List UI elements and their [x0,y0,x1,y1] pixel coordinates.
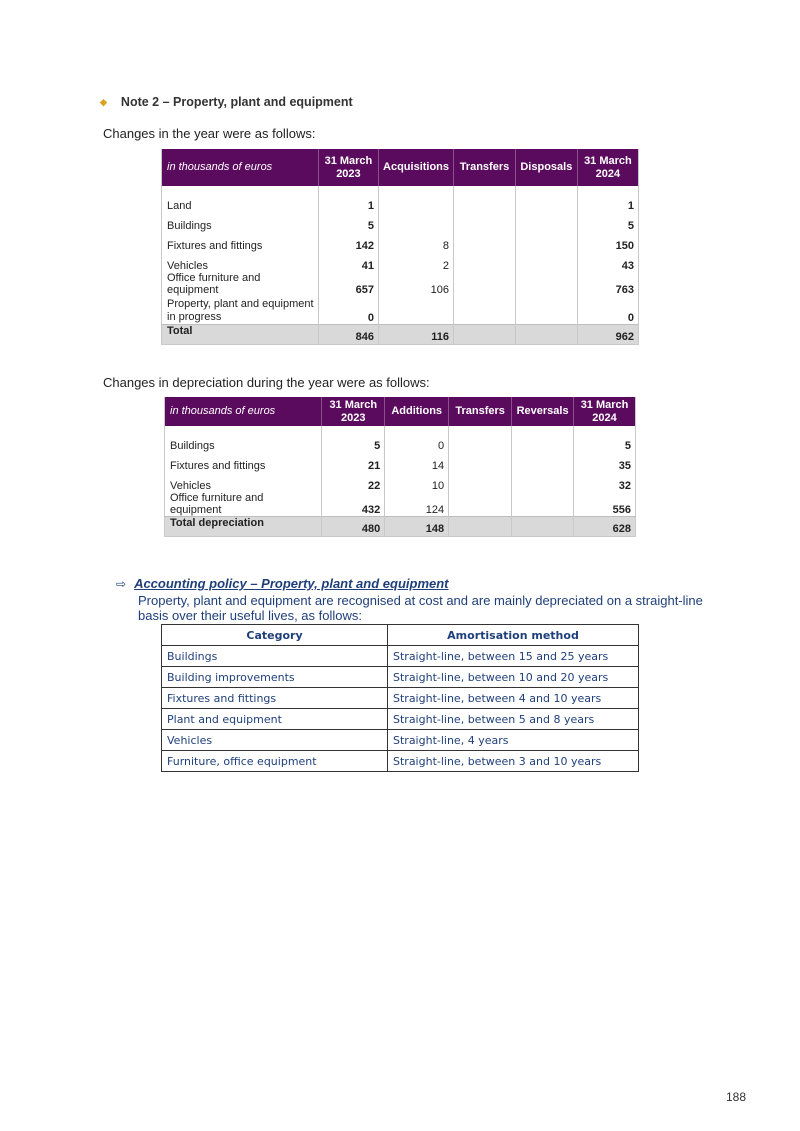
category-cell: Furniture, office equipment [162,751,388,772]
cell-reversals [512,452,574,472]
row-label: Buildings [162,212,319,232]
table-row [162,212,639,232]
row-label: Office furniture and equipment [162,272,319,296]
total-additions: 148 [385,517,449,537]
changes-table [161,149,639,345]
cell-opening: 657 [318,272,378,296]
cell-additions: 0 [385,432,449,452]
cell-transfers [454,296,516,325]
cell-disposals [515,232,577,252]
cell-acquisitions: 2 [379,252,454,272]
category-cell: Building improvements [162,667,388,688]
row-label: Office furniture and equipment [165,492,322,517]
cell-opening: 5 [322,432,385,452]
cell-acquisitions [379,192,454,212]
table-row [162,730,639,751]
cell-disposals [515,212,577,232]
total-closing: 628 [574,517,636,537]
cell-closing: 5 [627,220,634,232]
cell-opening: 21 [322,452,385,472]
column-header: 31 March 2023 [318,149,378,186]
cell-opening: 22 [322,472,385,492]
column-header: Category [162,625,388,646]
cell-opening: 1 [318,192,378,212]
column-header: 31 March 2023 [322,397,385,426]
column-header: 31 March 2024 [574,397,636,426]
cell-closing: 0 [627,312,634,324]
arrow-right-icon: ⇨ [116,577,127,591]
table-row [162,646,639,667]
cell-closing: 32 [618,480,631,492]
table-row [165,472,636,492]
total-label: Total depreciation [165,517,322,537]
table-row [162,272,639,296]
method-cell: Straight-line, between 3 and 10 years [388,751,639,772]
method-cell: Straight-line, between 5 and 8 years [388,709,639,730]
cell-disposals [515,192,577,212]
cell-transfers [449,492,512,517]
cell-closing: 35 [618,460,631,472]
cell-closing: 763 [615,284,634,296]
page-number: 188 [726,1090,747,1104]
column-header: Acquisitions [379,149,454,186]
method-cell: Straight-line, between 4 and 10 years [388,688,639,709]
cell-transfers [454,252,516,272]
column-header: Reversals [512,397,574,426]
cell-closing: 43 [621,260,634,272]
total-reversals [512,517,574,537]
column-header: Transfers [449,397,512,426]
table-row [162,232,639,252]
cell-additions: 10 [385,472,449,492]
cell-opening: 432 [322,492,385,517]
total-label: Total [162,325,319,345]
category-cell: Buildings [162,646,388,667]
column-header: in thousands of euros [165,397,322,426]
method-cell: Straight-line, between 15 and 25 years [388,646,639,667]
table-row [162,296,639,325]
cell-acquisitions: 106 [379,272,454,296]
cell-acquisitions: 8 [379,232,454,252]
table-header-row [162,625,639,646]
total-closing: 962 [577,325,638,345]
diamond-bullet-icon: ◆ [100,97,107,107]
table-row [165,492,636,517]
cell-reversals [512,472,574,492]
cell-closing: 556 [612,504,631,516]
method-cell: Straight-line, between 10 and 20 years [388,667,639,688]
cell-disposals [515,272,577,296]
table-row [165,452,636,472]
cell-transfers [454,212,516,232]
cell-opening: 5 [318,212,378,232]
cell-transfers [454,232,516,252]
column-header: in thousands of euros [162,149,319,186]
cell-opening: 142 [318,232,378,252]
intro-depreciation: Changes in depreciation during the year were as follows: [103,375,430,390]
category-cell: Vehicles [162,730,388,751]
table-row [162,252,639,272]
cell-additions: 124 [385,492,449,517]
total-transfers [454,325,516,345]
depreciation-table [164,397,636,537]
table-row [162,751,639,772]
row-label: Fixtures and fittings [165,452,322,472]
policy-title: Accounting policy – Property, plant and equipment [134,576,449,591]
table-header-row [165,397,636,426]
cell-transfers [449,472,512,492]
column-header: Additions [385,397,449,426]
intro-changes: Changes in the year were as follows: [103,126,316,141]
cell-opening: 0 [318,296,378,325]
amortisation-table [161,624,639,772]
cell-acquisitions [379,296,454,325]
row-label: Fixtures and fittings [162,232,319,252]
note-title: Note 2 – Property, plant and equipment [120,95,353,109]
row-label: Vehicles [162,252,319,272]
column-header: Transfers [454,149,516,186]
cell-closing: 1 [627,200,634,212]
table-row [162,192,639,212]
cell-closing: 150 [615,240,634,252]
table-row [165,432,636,452]
total-row [165,517,636,537]
method-cell: Straight-line, 4 years [388,730,639,751]
table-row [162,709,639,730]
total-opening: 480 [322,517,385,537]
row-label: Vehicles [165,472,322,492]
table-header-row [162,149,639,186]
row-label: Property, plant and equipment in progress [162,296,319,325]
cell-acquisitions [379,212,454,232]
cell-disposals [515,252,577,272]
row-label: Buildings [165,432,322,452]
cell-opening: 41 [318,252,378,272]
row-label: Land [162,192,319,212]
cell-closing: 5 [624,440,631,452]
column-header: 31 March 2024 [577,149,638,186]
total-disposals [515,325,577,345]
column-header: Disposals [515,149,577,186]
cell-reversals [512,432,574,452]
policy-heading [116,576,449,591]
total-row [162,325,639,345]
note-heading [100,95,353,109]
cell-transfers [449,432,512,452]
total-opening: 846 [318,325,378,345]
cell-disposals [515,296,577,325]
table-row [162,667,639,688]
total-acquisitions: 116 [379,325,454,345]
cell-transfers [454,272,516,296]
cell-transfers [454,192,516,212]
total-transfers [449,517,512,537]
column-header: Amortisation method [388,625,639,646]
cell-reversals [512,492,574,517]
policy-description: Property, plant and equipment are recognised at cost and are mainly depreciated on a straight-line basis over their useful lives, as follows: [138,593,703,623]
cell-transfers [449,452,512,472]
category-cell: Fixtures and fittings [162,688,388,709]
table-row [162,688,639,709]
cell-additions: 14 [385,452,449,472]
category-cell: Plant and equipment [162,709,388,730]
